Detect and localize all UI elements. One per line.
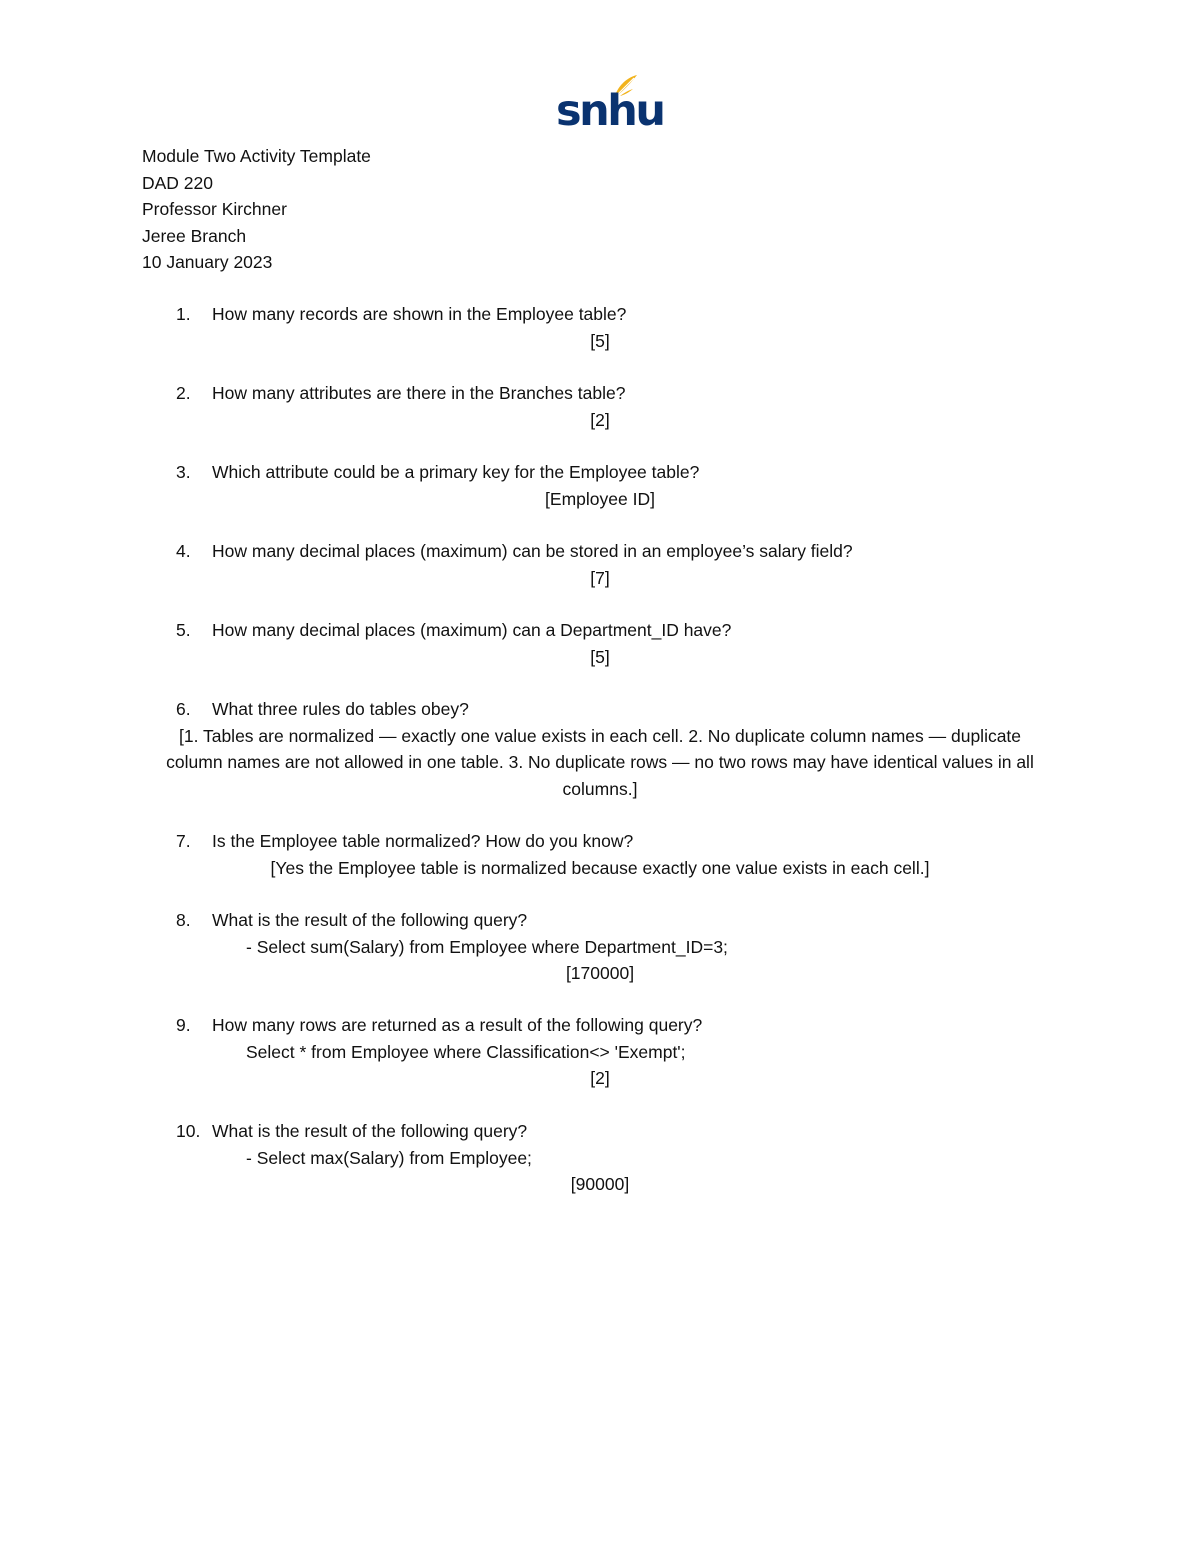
question-number: 10. — [176, 1121, 201, 1141]
question-number: 5. — [176, 620, 191, 640]
question-text: How many attributes are there in the Branches table? — [212, 383, 626, 403]
snhu-logo — [556, 74, 664, 136]
document-date: 10 January 2023 — [142, 252, 273, 273]
question-8 — [0, 907, 1200, 987]
question-text: What is the result of the following query? — [212, 1121, 528, 1141]
question-number: 7. — [176, 831, 191, 851]
question-number: 9. — [176, 1015, 191, 1035]
answer-text: [2] — [590, 1068, 610, 1089]
question-number: 6. — [176, 699, 191, 719]
question-text: What three rules do tables obey? — [212, 699, 469, 719]
answer-text: [Employee ID] — [545, 488, 655, 509]
question-number: 3. — [176, 462, 191, 482]
question-9 — [0, 1012, 1200, 1092]
answer-text: [90000] — [570, 1174, 630, 1195]
question-5 — [0, 617, 1200, 670]
answer-text: [1. Tables are normalized — exactly one value exists in each cell. 2. No duplicate column names — duplicate column names are not allowed in one table. 3. No duplicate rows — no two rows may have identical values in all columns.] — [166, 725, 1034, 799]
question-number: 8. — [176, 910, 191, 930]
question-text: How many decimal places (maximum) can be stored in an employee’s salary field? — [212, 541, 853, 561]
question-1 — [0, 301, 1200, 354]
question-4 — [0, 538, 1200, 591]
document-title: Module Two Activity Template — [142, 146, 371, 166]
question-text: How many rows are returned as a result of the following query? — [212, 1015, 703, 1035]
answer-text: [2] — [590, 409, 610, 430]
answer-text: [Yes the Employee table is normalized because exactly one value exists in each cell.] — [270, 857, 930, 878]
logo-wordmark: snhu — [556, 86, 664, 136]
answer-text: [7] — [590, 567, 610, 588]
answer-text: [5] — [590, 646, 610, 667]
question-text: How many records are shown in the Employee table? — [212, 304, 627, 324]
question-7 — [0, 828, 1200, 881]
document-header — [142, 143, 371, 276]
query-text: - Select sum(Salary) from Employee where Department_ID=3; — [246, 936, 728, 957]
query-text: - Select max(Salary) from Employee; — [246, 1147, 532, 1168]
question-number: 4. — [176, 541, 191, 561]
answer-text: [170000] — [565, 963, 635, 984]
course-code: DAD 220 — [142, 172, 214, 193]
question-text: Is the Employee table normalized? How do you know? — [212, 831, 634, 851]
question-6 — [0, 696, 1200, 802]
question-3 — [0, 459, 1200, 512]
student-name: Jeree Branch — [142, 225, 247, 246]
question-text: How many decimal places (maximum) can a Department_ID have? — [212, 620, 732, 640]
question-number: 2. — [176, 383, 191, 403]
question-2 — [0, 380, 1200, 433]
answer-text: [5] — [590, 330, 610, 351]
question-text: Which attribute could be a primary key for the Employee table? — [212, 462, 700, 482]
question-number: 1. — [176, 304, 191, 324]
question-10 — [0, 1118, 1200, 1198]
question-text: What is the result of the following query? — [212, 910, 528, 930]
professor-name: Professor Kirchner — [142, 199, 287, 220]
query-text: Select * from Employee where Classification<> 'Exempt'; — [246, 1041, 686, 1062]
